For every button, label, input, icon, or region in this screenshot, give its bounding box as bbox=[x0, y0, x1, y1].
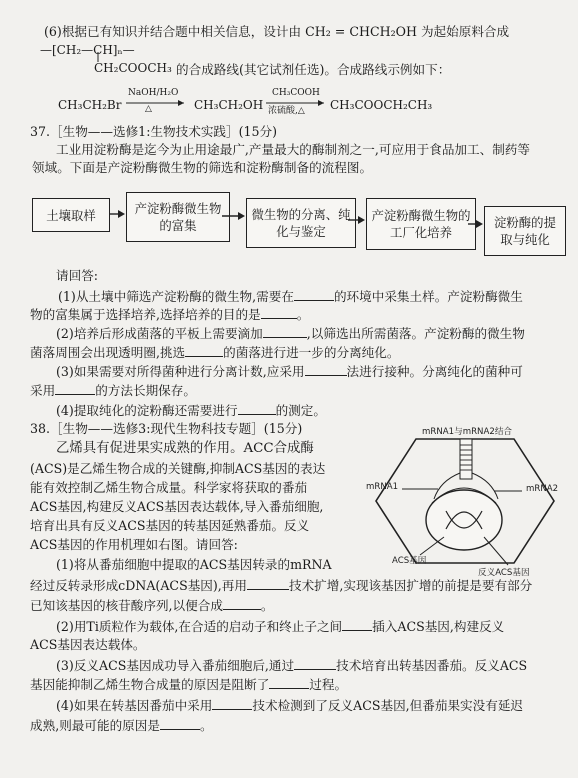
q38-p4-line2: 成熟,则最可能的原因是 。 bbox=[30, 718, 213, 733]
blank bbox=[223, 597, 261, 610]
q38-intro1: 乙烯具有促进果实成熟的作用。ACC合成酶 bbox=[56, 441, 314, 456]
q37-intro1: 工业用淀粉酶是迄今为止用途最广,产量最大的酶制剂之一,可应用于食品加工、制药等 bbox=[56, 142, 530, 157]
q38-p2-line2: ACS基因表达载体。 bbox=[30, 637, 146, 652]
q37-p2-line1: (2)培养后形成菌落的平板上需要滴加 ,以筛选出所需菌落。产淀粉酶的微生物 bbox=[56, 326, 525, 341]
diagram-top-label: mRNA1与mRNA2结合 bbox=[422, 427, 513, 437]
q37-p3-line1: (3)如果需要对所得菌种进行分离计数,应采用 法进行接种。分离纯化的菌种可 bbox=[56, 364, 523, 379]
blank bbox=[185, 344, 223, 357]
diagram-acs-gene-label: ACS基因 bbox=[392, 556, 427, 566]
blank bbox=[261, 306, 297, 319]
q38-p3-line2: 基因能抑制乙烯生物合成量的原因是阻断了 过程。 bbox=[30, 677, 348, 692]
blank bbox=[212, 697, 252, 710]
q37-p1-line2: 物的富集属于选择培养,选择培养的目的是 。 bbox=[30, 307, 310, 322]
route-cond2: CH₃COOH bbox=[272, 88, 320, 98]
route-end: CH₃COOCH₂CH₃ bbox=[330, 98, 433, 112]
q36-6-line2: 的合成路线(其它试剂任选)。合成路线示例如下： bbox=[176, 62, 451, 77]
q37-p3-line2: 采用 的方法长期保存。 bbox=[30, 383, 196, 398]
blank bbox=[238, 402, 276, 415]
flow-step-industrial-culture: 产淀粉酶微生物的工厂化培养 bbox=[366, 198, 476, 250]
q37-p1-line1: (1)从土壤中筛选产淀粉酶的微生物,需要在 的环境中采集土样。产淀粉酶微生 bbox=[58, 289, 523, 304]
q37-p2-line2: 菌落周围会出现透明圈,挑选 的菌落进行进一步的分离纯化。 bbox=[30, 345, 400, 360]
blank bbox=[55, 382, 95, 395]
blank bbox=[305, 363, 347, 376]
q37-header: 37.［生物——选修1:生物技术实践］(15分) bbox=[30, 124, 278, 139]
q37-prompt: 请回答: bbox=[56, 268, 99, 283]
flow-step-enrichment: 产淀粉酶微生物的富集 bbox=[126, 192, 230, 242]
route-cond2-acid: 浓硫酸,△ bbox=[268, 106, 305, 116]
q38-p1-line3: 已知该基因的核苷酸序列,以便合成 。 bbox=[30, 598, 274, 613]
diagram-mrna1-label: mRNA1 bbox=[366, 482, 399, 492]
diagram-antisense-gene-label: 反义ACS基因 bbox=[478, 568, 530, 578]
flow-step-isolation: 微生物的分离、纯化与鉴定 bbox=[246, 198, 356, 248]
q37-intro2: 领域。下面是产淀粉酶微生物的筛选和淀粉酶制备的流程图。 bbox=[32, 160, 373, 175]
route-cond1: NaOH/H₂O bbox=[128, 88, 179, 98]
q38-p3-line1: (3)反义ACS基因成功导入番茄细胞后,通过 技术培育出转基因番茄。反义ACS bbox=[56, 658, 528, 673]
q37-p4: (4)提取纯化的淀粉酶还需要进行 的测定。 bbox=[56, 403, 326, 418]
q38-p2-line1: (2)用Ti质粒作为载体,在合适的启动子和终止子之间 插入ACS基因,构建反义 bbox=[56, 619, 505, 634]
q38-intro4: ACS基因,构建反义ACS基因表达载体,导入番茄细胞, bbox=[30, 499, 324, 514]
flow-arrows bbox=[0, 180, 578, 260]
route-mid: CH₃CH₂OH bbox=[194, 98, 264, 112]
blank bbox=[160, 717, 200, 730]
q38-p4-line1: (4)如果在转基因番茄中采用 技术检测到了反义ACS基因,但番茄果实没有延迟 bbox=[56, 698, 524, 713]
route-arrows bbox=[0, 0, 578, 140]
polymer-formula-side: CH₂COOCH₃ bbox=[94, 61, 172, 75]
blank bbox=[294, 288, 334, 301]
q38-p1-line2: 经过反转录形成cDNA(ACS基因),再用 技术扩增,实现该基因扩增的前提是要有部分 bbox=[30, 578, 533, 593]
diagram-mrna2-label: mRNA2 bbox=[526, 484, 559, 494]
blank bbox=[263, 325, 307, 338]
blank bbox=[342, 618, 372, 631]
q38-intro6: ACS基因的作用机理如右图。请回答: bbox=[30, 537, 238, 552]
antisense-mechanism-diagram bbox=[362, 425, 576, 585]
q38-intro2: (ACS)是乙烯生物合成的关键酶,抑制ACS基因的表达 bbox=[30, 461, 326, 476]
flow-step-extraction: 淀粉酶的提取与纯化 bbox=[484, 206, 566, 256]
flow-step-soil-sampling: 土壤取样 bbox=[32, 198, 110, 232]
q38-header: 38.［生物——选修3:现代生物科技专题］(15分) bbox=[30, 421, 303, 436]
q36-6-line1: (6)根据已有知识并结合题中相关信息，设计由 CH₂ = CHCH₂OH 为起始原料合成 bbox=[44, 24, 510, 39]
q38-intro5: 培育出具有反义ACS基因的转基因延熟番茄。反义 bbox=[30, 518, 310, 533]
q38-p1-line1: (1)将从番茄细胞中提取的ACS基因转录的mRNA bbox=[56, 557, 332, 572]
blank bbox=[269, 676, 309, 689]
route-start: CH₃CH₂Br bbox=[58, 98, 122, 112]
route-cond1-heat: △ bbox=[145, 104, 152, 114]
polymer-formula-top: —[CH₂—CH]ₙ— bbox=[40, 43, 135, 57]
blank bbox=[247, 577, 289, 590]
blank bbox=[294, 657, 336, 670]
q38-intro3: 能有效控制乙烯生物合成量。科学家将获取的番茄 bbox=[30, 480, 308, 495]
